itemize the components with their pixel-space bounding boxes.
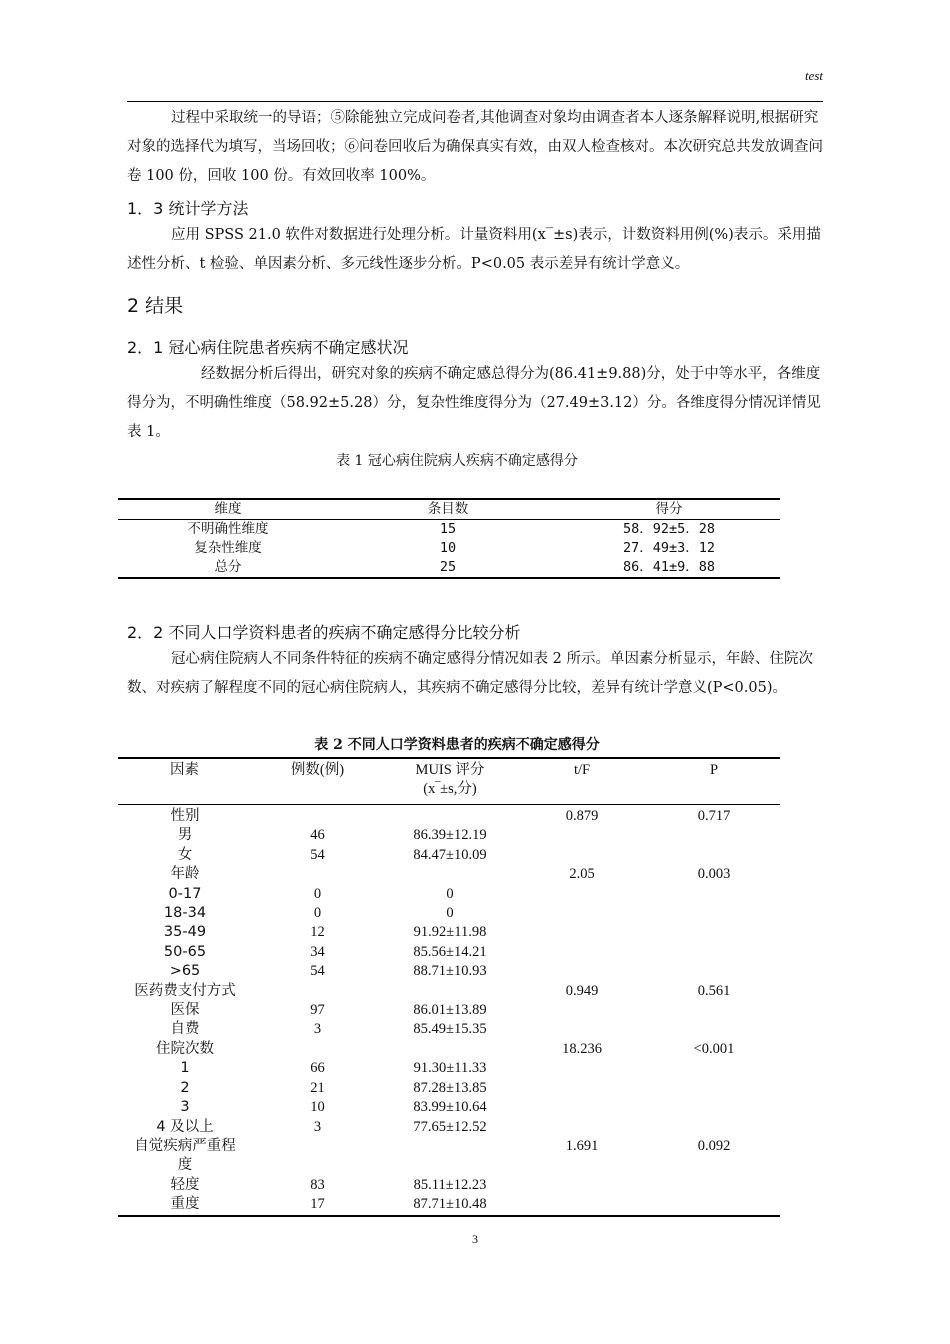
table2-cell: 46 [310, 827, 325, 844]
table2-header-cell: 例数(例) [251, 758, 384, 805]
table2-body [118, 805, 780, 1216]
table2-cell [648, 1118, 780, 1137]
table2-cell: 77.65±12.52 [413, 1118, 487, 1135]
table1-cell: 总分 [118, 558, 338, 578]
table2-cell: 4 及以上 [156, 1118, 214, 1135]
section-2-title: 2 结果 [127, 295, 184, 317]
table2-cell: 住院次数 [156, 1040, 214, 1057]
table2-row [118, 1118, 780, 1137]
table2-row [118, 1195, 780, 1215]
table2-cell: 0 [313, 885, 322, 902]
table2-cell [516, 1020, 648, 1039]
table2-cell: 83.99±10.64 [413, 1099, 487, 1116]
table2-cell: 91.92±11.98 [413, 924, 487, 941]
table2-cell: 1 [180, 1060, 190, 1077]
table2-cell [516, 904, 648, 923]
table2-cell: 83 [310, 1176, 325, 1193]
table1-cell: 25 [338, 558, 558, 578]
table2-row [118, 1020, 780, 1039]
table2-cell: 自觉疾病严重程度 [134, 1137, 236, 1174]
header-label: test [804, 68, 823, 83]
table2-header-cell: t/F [516, 758, 648, 805]
table2-row [118, 865, 780, 884]
table2-cell [648, 826, 780, 845]
table2-cell [648, 943, 780, 962]
table2-cell: 87.71±10.48 [384, 1195, 516, 1215]
table2-cell: 重度 [118, 1195, 251, 1215]
table2-cell: 3 [313, 1118, 322, 1135]
table2-cell: 0 [446, 885, 454, 902]
table2-cell: 0.003 [697, 866, 731, 883]
table2-cell: 自费 [170, 1021, 200, 1038]
table2-cell [648, 1098, 780, 1117]
table2-cell: 10 [310, 1099, 325, 1116]
table2-row [118, 943, 780, 962]
table1-cell: 10 [439, 540, 457, 556]
table2-cell: 50-65 [163, 943, 207, 960]
table2-cell: 男 [177, 827, 193, 844]
table2-cell: 97 [310, 1002, 325, 1019]
section-2-2-title: 2．2 不同人口学资料患者的疾病不确定感得分比较分析 [127, 623, 521, 642]
table2-header-cell: P [648, 758, 780, 805]
section-1-3-paragraph [127, 221, 827, 279]
table2-row [118, 846, 780, 865]
table1-header-cell: 得分 [558, 499, 780, 520]
table2-cell [648, 923, 780, 942]
table2-cell: 88.71±10.93 [413, 963, 487, 980]
table2-cell [516, 1195, 648, 1215]
table2-header-cell: 因素 [118, 758, 251, 805]
table2-cell: 0.561 [697, 982, 731, 999]
section-2-1-paragraph [127, 360, 827, 447]
table1-cell: 58．92±5．28 [622, 521, 716, 537]
table2-cell: 医药费支付方式 [134, 982, 236, 999]
table2-cell [516, 1001, 648, 1020]
table1-header-row [118, 499, 780, 520]
table2-row [118, 982, 780, 1001]
table2-cell: 0.879 [565, 808, 599, 824]
table2-row [118, 1137, 780, 1176]
table2-cell: 年龄 [170, 866, 200, 883]
table2-cell: 54 [310, 846, 325, 863]
table2-cell: 女 [177, 846, 193, 863]
table1-row [118, 520, 780, 540]
table2-cell [648, 1020, 780, 1039]
table2-cell [648, 885, 780, 904]
table2-cell: 3 [313, 1021, 322, 1038]
table2-cell [251, 1040, 384, 1059]
table2-cell [384, 805, 516, 827]
table1-cell: 不明确性维度 [187, 521, 269, 537]
section-1-3-title: 1．3 统计学方法 [127, 199, 249, 218]
section-2-1-title: 2．1 冠心病住院患者疾病不确定感状况 [127, 338, 409, 357]
table2-row [118, 805, 780, 827]
table2-cell [384, 982, 516, 1001]
intro-paragraph [127, 104, 827, 191]
table2-cell: 85.49±15.35 [413, 1021, 487, 1038]
table2-row [118, 962, 780, 981]
table2-cell [384, 1040, 516, 1059]
table2-caption: 表 2 不同人口学资料患者的疾病不确定感得分 [314, 737, 600, 753]
table2-row [118, 1059, 780, 1078]
table2-cell: 86.01±13.89 [413, 1002, 487, 1019]
table2-cell: 3 [180, 1099, 190, 1116]
table2-cell: 85.11±12.23 [413, 1176, 487, 1193]
table2-cell [648, 1059, 780, 1078]
table2-cell: 轻度 [170, 1176, 200, 1193]
header-rule [127, 101, 823, 102]
table2-cell [251, 865, 384, 884]
table2-cell: 0 [446, 905, 454, 922]
table2-header-cell: MUIS 评分(x‾±s,分) [384, 758, 516, 805]
table2-cell: 0 [313, 905, 322, 922]
table2-cell: 34 [310, 943, 325, 960]
table2-cell: 医保 [170, 1002, 200, 1019]
table2-cell [648, 962, 780, 981]
table2-cell: 1.691 [565, 1137, 599, 1154]
table2-cell: 87.28±13.85 [413, 1079, 487, 1096]
section-2-2-paragraph [127, 645, 827, 703]
table2-cell: 66 [310, 1060, 325, 1077]
table2-cell [251, 1137, 384, 1176]
table1-row [118, 539, 780, 558]
table2-cell: 12 [310, 924, 325, 941]
table1 [118, 498, 780, 579]
table2-row [118, 1079, 780, 1098]
table2-cell: 21 [310, 1079, 325, 1096]
table2-cell [516, 962, 648, 981]
table1-header-cell: 条目数 [338, 499, 558, 520]
table1-body [118, 520, 780, 579]
table2-cell [648, 846, 780, 865]
table1-header-cell: 维度 [118, 499, 338, 520]
table2-row [118, 923, 780, 942]
table2-cell [516, 1118, 648, 1137]
table2-cell [384, 865, 516, 884]
table2-row [118, 826, 780, 845]
page-number: 3 [472, 1232, 478, 1246]
table2-row [118, 1001, 780, 1020]
table2-cell [648, 1079, 780, 1098]
table2-header-row [118, 758, 780, 805]
table2-cell: 0.717 [697, 808, 731, 824]
table2-cell: 91.30±11.33 [413, 1060, 487, 1077]
section-2-1-text: 经数据分析后得出，研究对象的疾病不确定感总得分为(86.41±9.88)分，处于中等水平，各维度得分为，不明确性维度（58.92±5.28）分，复杂性维度得分为（27.49±3.12）分。各维度得分情况详情见表 1。 [127, 366, 821, 440]
table2 [118, 757, 780, 1217]
table2-row [118, 885, 780, 904]
table1-cell: 27．49±3．12 [622, 540, 716, 556]
table2-cell: 84.47±10.09 [413, 846, 487, 863]
intro-text: 过程中采取统一的导语；⑤除能独立完成问卷者,其他调查对象均由调查者本人逐条解释说明,根据研究对象的选择代为填写，当场回收；⑥问卷回收后为确保真实有效，由双人检查核对。本次研究总共发放调查问卷 100 份，回收 100 份。有效回收率 100%。 [127, 110, 823, 184]
table2-cell: 性别 [170, 808, 200, 824]
table2-cell: 18-34 [163, 905, 207, 922]
table2-cell [251, 982, 384, 1001]
table2-cell: <0.001 [693, 1040, 735, 1057]
table2-cell: 2 [180, 1079, 190, 1096]
table2-cell: 54 [310, 963, 325, 980]
table2-row [118, 1176, 780, 1195]
table2-row [118, 1098, 780, 1117]
table2-cell [648, 1195, 780, 1215]
table2-cell: 0.092 [697, 1137, 731, 1154]
table1-cell: 86．41±9．88 [558, 558, 780, 578]
table2-cell: >65 [169, 963, 201, 980]
table2-cell: 0.949 [565, 982, 599, 999]
table2-cell [251, 805, 384, 827]
table2-cell: 17 [251, 1195, 384, 1215]
section-1-3-text: 应用 SPSS 21.0 软件对数据进行处理分析。计量资料用(x‾±s)表示，计数资料用例(%)表示。采用描述性分析、t 检验、单因素分析、多元线性逐步分析。P<0.05 表示差异有统计学意义。 [127, 227, 821, 272]
section-2-2-text: 冠心病住院病人不同条件特征的疾病不确定感得分情况如表 2 所示。单因素分析显示，年龄、住院次数、对疾病了解程度不同的冠心病住院病人，其疾病不确定感得分比较，差异有统计学意义(P<0.05)。 [127, 651, 813, 696]
table2-cell [648, 904, 780, 923]
table2-cell [648, 1001, 780, 1020]
table2-cell [516, 846, 648, 865]
table1-row [118, 558, 780, 578]
table2-cell: 18.236 [562, 1040, 602, 1057]
table2-cell [648, 1176, 780, 1195]
table2-cell [516, 1079, 648, 1098]
table1-caption: 表 1 冠心病住院病人疾病不确定感得分 [336, 453, 578, 469]
table2-cell: 0-17 [168, 885, 202, 902]
table2-cell [516, 1176, 648, 1195]
table2-row [118, 904, 780, 923]
table2-cell: 85.56±14.21 [413, 943, 487, 960]
table2-cell [516, 885, 648, 904]
table2-cell: 86.39±12.19 [413, 827, 487, 844]
table1-cell: 复杂性维度 [194, 540, 262, 556]
table2-cell [384, 1137, 516, 1176]
table2-cell [516, 826, 648, 845]
table2-row [118, 1040, 780, 1059]
table2-cell [516, 923, 648, 942]
table2-cell: 2.05 [569, 866, 595, 883]
table2-cell [516, 1098, 648, 1117]
table2-cell [516, 1059, 648, 1078]
table1-cell: 15 [439, 521, 457, 537]
table2-cell [516, 943, 648, 962]
table2-cell: 35-49 [163, 924, 207, 941]
